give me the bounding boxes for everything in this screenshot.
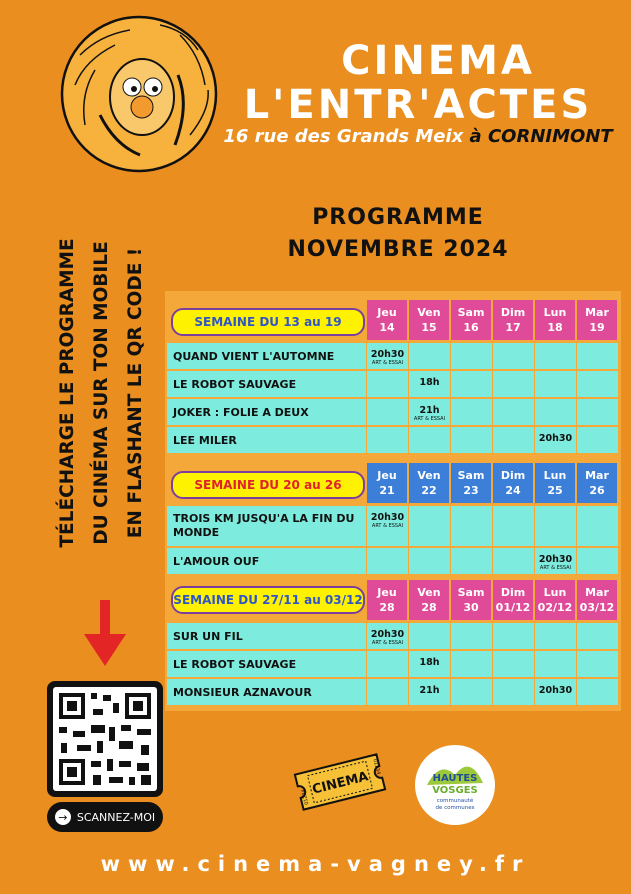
day-header: [535, 463, 575, 503]
cinema-mascot-logo: [60, 15, 218, 173]
day-number: 16: [463, 321, 479, 334]
schedule-table: [165, 291, 621, 711]
day-number: 30: [463, 601, 479, 614]
day-number: 03/12: [579, 601, 615, 614]
film-title: LE ROBOT SAUVAGE: [167, 371, 366, 397]
day-number: 25: [547, 484, 563, 497]
showtime-cell: [493, 427, 534, 453]
day-name: Mar: [585, 586, 609, 599]
showtime-cell: [535, 343, 576, 369]
film-title: L'AMOUR OUF: [167, 548, 366, 574]
showtime-cell: [451, 679, 492, 705]
showtime-cell: [493, 399, 534, 425]
programme-month: NOVEMBRE 2024: [287, 237, 509, 262]
day-name: Ven: [417, 469, 441, 482]
qr-code-icon: [47, 681, 163, 797]
showtime-cell: [577, 371, 618, 397]
day-name: Lun: [543, 469, 567, 482]
showtime-cell: [493, 548, 534, 574]
showtime: 20h30: [538, 685, 573, 696]
day-name: Jeu: [377, 586, 397, 599]
showtime-cell: [493, 651, 534, 677]
day-header: [535, 300, 575, 340]
day-name: Jeu: [377, 469, 397, 482]
partner-line4: de communes: [435, 805, 475, 811]
showtime-cell: [535, 427, 576, 453]
showtime-cell: [409, 506, 450, 546]
cinema-address: [218, 126, 618, 147]
hautes-vosges-logo: [415, 745, 495, 825]
day-name: Ven: [417, 306, 441, 319]
showtime-cell: [535, 679, 576, 705]
showtime-cell: [535, 506, 576, 546]
film-title: LEE MILER: [167, 427, 366, 453]
showtime-cell: [535, 399, 576, 425]
ticket-word: CINEMA: [310, 769, 370, 798]
arrow-down-icon: [82, 600, 128, 670]
day-number: 14: [379, 321, 395, 334]
showtime: 21h: [419, 685, 440, 696]
cinema-title-line1: CINEMA: [341, 38, 535, 84]
website-link[interactable]: www.cinema-vagney.fr: [100, 852, 531, 876]
showtime-cell: [577, 651, 618, 677]
film-title: SUR UN FIL: [167, 623, 366, 649]
film-row: [167, 506, 621, 546]
showtime: 20h30: [370, 512, 405, 523]
day-number: 24: [505, 484, 521, 497]
day-header: [451, 463, 491, 503]
showtime-cell: [451, 343, 492, 369]
qr-instructions-line2: DU CINÉMA SUR TON MOBILE: [91, 241, 112, 545]
day-number: 02/12: [537, 601, 573, 614]
day-header: [493, 300, 533, 340]
day-name: Dim: [500, 469, 526, 482]
film-row: [167, 427, 621, 453]
showtime-cell: [367, 679, 408, 705]
showtime: 20h30: [538, 554, 573, 565]
showtime-cell: [409, 623, 450, 649]
showtime-cell: [577, 623, 618, 649]
programme-title: PROGRAMME: [312, 205, 484, 230]
art-essai-label: ART & ESSAI: [413, 416, 446, 422]
day-header: [409, 580, 449, 620]
day-header: [367, 300, 407, 340]
week-label: SEMAINE DU 13 au 19: [171, 308, 365, 336]
showtime-cell: [577, 399, 618, 425]
day-name: Dim: [500, 306, 526, 319]
showtime-cell: [409, 343, 450, 369]
qr-instructions-line3: EN FLASHANT LE QR CODE !: [125, 247, 146, 539]
film-row: [167, 548, 621, 574]
address-to: à: [469, 126, 482, 147]
showtime-cell: [451, 371, 492, 397]
scan-icon: →: [55, 809, 71, 825]
showtime-cell: [367, 506, 408, 546]
day-header: [493, 580, 533, 620]
showtime-cell: [493, 371, 534, 397]
qr-instructions: [45, 187, 155, 597]
showtime-cell: [577, 427, 618, 453]
showtime-cell: [577, 548, 618, 574]
ticket-number-right: 01234: [371, 758, 382, 776]
showtime-cell: [535, 623, 576, 649]
day-name: Sam: [457, 306, 485, 319]
showtime: 18h: [419, 657, 440, 668]
cinema-title-line2: L'ENTR'ACTES: [243, 82, 593, 128]
showtime-cell: [367, 623, 408, 649]
scan-me-label: SCANNEZ-MOI: [76, 810, 156, 824]
address-city: CORNIMONT: [487, 126, 613, 147]
showtime-cell: [409, 651, 450, 677]
showtime: 18h: [419, 377, 440, 388]
showtime-cell: [409, 371, 450, 397]
day-header: [577, 580, 617, 620]
day-name: Sam: [457, 469, 485, 482]
partner-line2: VOSGES: [432, 785, 478, 796]
day-name: Lun: [543, 586, 567, 599]
showtime-cell: [535, 651, 576, 677]
address-street: 16 rue des Grands Meix: [223, 126, 464, 147]
day-name: Dim: [500, 586, 526, 599]
showtime-cell: [493, 623, 534, 649]
day-name: Jeu: [377, 306, 397, 319]
showtime-cell: [451, 506, 492, 546]
day-number: 17: [505, 321, 521, 334]
day-name: Mar: [585, 469, 609, 482]
week-label: SEMAINE DU 20 au 26: [171, 471, 365, 499]
day-header: [367, 463, 407, 503]
day-number: 18: [547, 321, 563, 334]
scan-me-button[interactable]: [47, 802, 163, 832]
day-name: Mar: [585, 306, 609, 319]
showtime-cell: [451, 548, 492, 574]
partner-line3: communauté: [436, 798, 474, 804]
day-name: Lun: [543, 306, 567, 319]
day-number: 23: [463, 484, 479, 497]
day-number: 28: [421, 601, 437, 614]
showtime-cell: [577, 506, 618, 546]
showtime-cell: [577, 343, 618, 369]
showtime-cell: [367, 651, 408, 677]
showtime-cell: [535, 371, 576, 397]
day-number: 21: [379, 484, 395, 497]
ticket-number-left: 01234: [300, 788, 311, 806]
showtime-cell: [451, 651, 492, 677]
showtime: 20h30: [370, 349, 405, 360]
partner-line1: HAUTES: [432, 773, 478, 784]
day-header: [451, 580, 491, 620]
qr-instructions-line1: TÉLÉCHARGE LE PROGRAMME: [57, 238, 78, 548]
showtime-cell: [451, 427, 492, 453]
showtime: 20h30: [370, 629, 405, 640]
day-number: 19: [589, 321, 605, 334]
art-essai-label: ART & ESSAI: [371, 523, 404, 529]
showtime-cell: [493, 343, 534, 369]
showtime-cell: [409, 679, 450, 705]
day-header: [367, 580, 407, 620]
film-row: [167, 679, 621, 705]
day-header: [409, 463, 449, 503]
showtime-cell: [409, 427, 450, 453]
day-header: [577, 300, 617, 340]
film-title: QUAND VIENT L'AUTOMNE: [167, 343, 366, 369]
art-essai-label: ART & ESSAI: [371, 640, 404, 646]
art-essai-label: ART & ESSAI: [539, 565, 572, 571]
showtime-cell: [577, 679, 618, 705]
cinema-ticket-icon: [290, 752, 390, 812]
showtime-cell: [367, 427, 408, 453]
qr-code[interactable]: [47, 681, 163, 797]
week-label: SEMAINE DU 27/11 au 03/12: [171, 586, 365, 614]
showtime-cell: [451, 623, 492, 649]
day-number: 15: [421, 321, 437, 334]
film-row: [167, 371, 621, 397]
day-header: [493, 463, 533, 503]
film-title: TROIS KM JUSQU'A LA FIN DU MONDE: [167, 506, 366, 546]
showtime-cell: [367, 548, 408, 574]
day-name: Sam: [457, 586, 485, 599]
day-number: 26: [589, 484, 605, 497]
day-number: 28: [379, 601, 395, 614]
showtime: 21h: [419, 405, 440, 416]
showtime-cell: [535, 548, 576, 574]
film-row: [167, 623, 621, 649]
showtime-cell: [367, 371, 408, 397]
film-title: MONSIEUR AZNAVOUR: [167, 679, 366, 705]
day-header: [409, 300, 449, 340]
film-row: [167, 343, 621, 369]
showtime: 20h30: [538, 433, 573, 444]
showtime-cell: [367, 343, 408, 369]
showtime-cell: [493, 679, 534, 705]
showtime-cell: [409, 548, 450, 574]
day-header: [451, 300, 491, 340]
day-header: [535, 580, 575, 620]
film-row: [167, 399, 621, 425]
day-number: 22: [421, 484, 437, 497]
film-title: LE ROBOT SAUVAGE: [167, 651, 366, 677]
art-essai-label: ART & ESSAI: [371, 360, 404, 366]
showtime-cell: [409, 399, 450, 425]
film-title: JOKER : FOLIE A DEUX: [167, 399, 366, 425]
day-name: Ven: [417, 586, 441, 599]
showtime-cell: [367, 399, 408, 425]
day-header: [577, 463, 617, 503]
showtime-cell: [493, 506, 534, 546]
day-number: 01/12: [495, 601, 531, 614]
showtime-cell: [451, 399, 492, 425]
film-row: [167, 651, 621, 677]
